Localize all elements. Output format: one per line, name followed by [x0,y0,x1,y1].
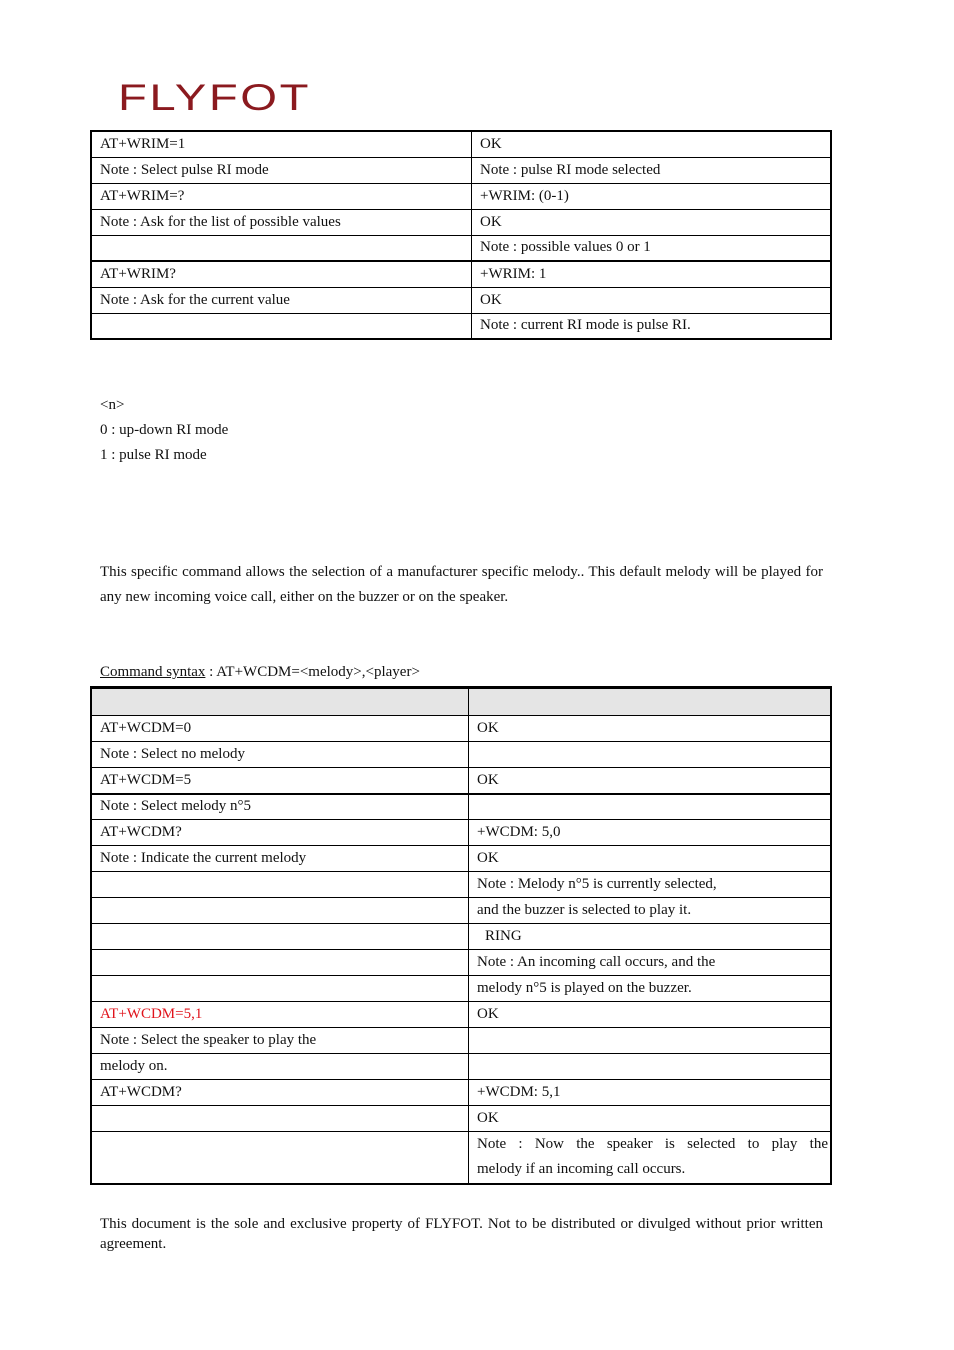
response-cell: OK [469,1106,832,1132]
response-line: Note : Now the speaker is selected to play the [477,1136,828,1153]
command-cell: AT+WCDM? [91,1080,469,1106]
command-cell [91,872,469,898]
wrim-examples-table [90,130,832,340]
command-cell: Note : Ask for the current value [91,287,472,313]
response-cell: OK [472,131,832,157]
response-cell [469,1132,832,1184]
table-row [91,872,831,898]
command-syntax [100,660,420,685]
command-cell: Note : Indicate the current melody [91,846,469,872]
command-cell [91,898,469,924]
response-cell: +WRIM: 1 [472,261,832,287]
response-cell [469,1028,832,1054]
response-cell: RING [469,924,832,950]
command-cell: AT+WCDM? [91,820,469,846]
command-cell: AT+WCDM=0 [91,716,469,742]
table-header-row [91,688,831,716]
table-row [91,261,831,287]
table-row [91,157,831,183]
command-cell-highlighted: AT+WCDM=5,1 [91,1002,469,1028]
response-cell: Note : Melody n°5 is currently selected, [469,872,832,898]
table-row [91,924,831,950]
response-cell [469,794,832,820]
response-cell: Note : An incoming call occurs, and the [469,950,832,976]
table-row [91,1132,831,1184]
response-cell: and the buzzer is selected to play it. [469,898,832,924]
command-cell [91,924,469,950]
table-row [91,235,831,261]
table-row [91,1028,831,1054]
response-cell: melody n°5 is played on the buzzer. [469,976,832,1002]
table-row [91,768,831,794]
command-cell: AT+WRIM? [91,261,472,287]
command-cell: Note : Select melody n°5 [91,794,469,820]
parameter-list [100,393,228,468]
command-cell: AT+WRIM=1 [91,131,472,157]
parameter-name: <n> [100,397,125,413]
response-cell: OK [469,768,832,794]
command-cell [91,235,472,261]
response-cell: Note : current RI mode is pulse RI. [472,313,832,339]
table-row [91,131,831,157]
syntax-value: : AT+WCDM=<melody>,<player> [205,664,420,680]
command-cell [91,1106,469,1132]
response-cell: Note : pulse RI mode selected [472,157,832,183]
table-row [91,846,831,872]
command-cell: Note : Select pulse RI mode [91,157,472,183]
response-cell: OK [472,209,832,235]
response-cell: OK [472,287,832,313]
table-row [91,1054,831,1080]
parameter-value: 0 : up-down RI mode [100,422,229,438]
syntax-label: Command syntax [100,664,206,680]
response-cell [469,1054,832,1080]
table-row [91,183,831,209]
command-cell [91,313,472,339]
command-cell: AT+WRIM=? [91,183,472,209]
table-row [91,716,831,742]
command-cell: Note : Select the speaker to play the [91,1028,469,1054]
table-row [91,820,831,846]
command-cell: Note : Ask for the list of possible values [91,209,472,235]
response-cell: +WCDM: 5,0 [469,820,832,846]
table-row [91,1080,831,1106]
table-row [91,313,831,339]
command-cell: Note : Select no melody [91,742,469,768]
command-description: This specific command allows the selection of a manufacturer specific melody.. This default melody will be played for any new incoming voice call, either on the buzzer or on the speaker. [100,564,823,605]
table-row [91,898,831,924]
response-cell: Note : possible values 0 or 1 [472,235,832,261]
command-cell: AT+WCDM=5 [91,768,469,794]
response-cell: +WCDM: 5,1 [469,1080,832,1106]
response-cell: OK [469,716,832,742]
logo-text: FLYFOT [118,80,311,114]
command-cell [91,950,469,976]
table-row [91,1106,831,1132]
response-cell: OK [469,1002,832,1028]
table-row [91,287,831,313]
table-row [91,976,831,1002]
table-row [91,1002,831,1028]
command-cell: melody on. [91,1054,469,1080]
command-cell [91,976,469,1002]
wcdm-examples-table [90,686,832,1185]
footer-disclaimer: This document is the sole and exclusive property of FLYFOT. Not to be distributed or divulged without prior written agreement. [100,1216,823,1252]
response-cell [469,742,832,768]
response-cell: +WRIM: (0-1) [472,183,832,209]
table-row [91,794,831,820]
response-cell: OK [469,846,832,872]
parameter-value: 1 : pulse RI mode [100,447,207,463]
response-line: melody if an incoming call occurs. [477,1161,686,1178]
table-row [91,950,831,976]
table-row [91,209,831,235]
command-cell [91,1132,469,1184]
header-cell [469,688,832,716]
flyfot-logo [118,80,313,114]
table-row [91,742,831,768]
header-cell [91,688,469,716]
